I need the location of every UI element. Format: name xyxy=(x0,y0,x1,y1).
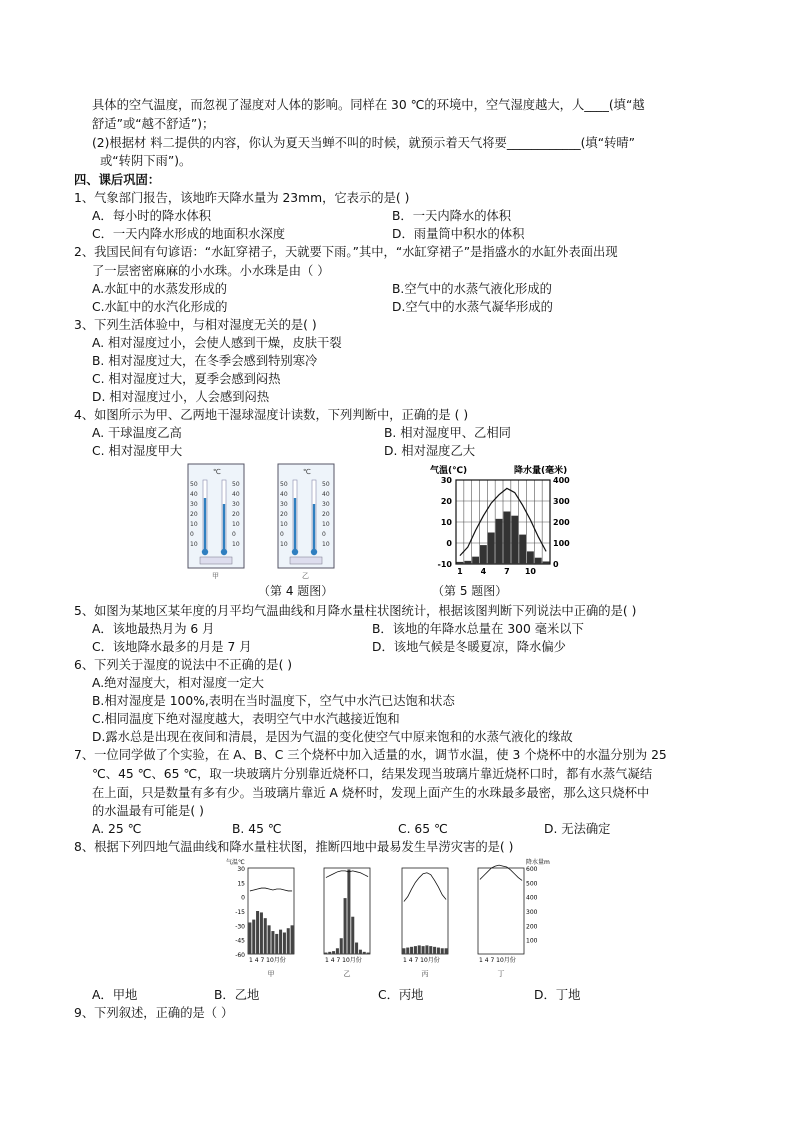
tick-label: 30 xyxy=(280,501,288,508)
precip-bar xyxy=(441,948,444,954)
q8-option-a[interactable]: A．甲地 xyxy=(92,988,138,1002)
q3-option-b[interactable]: B. 相对湿度过大，在冬季会感到特别寒冷 xyxy=(92,354,318,368)
precip-bar xyxy=(328,952,331,954)
month-tick-label: 10 xyxy=(524,567,536,576)
right-tick-label: 0 xyxy=(553,560,559,569)
section-title: 四、课后巩固： xyxy=(74,173,161,187)
tick-label: 20 xyxy=(280,511,288,518)
q6-option-d[interactable]: D.露水总是出现在夜间和清晨，是因为气温的变化使空气中原来饱和的水蒸气液化的缘故 xyxy=(92,730,573,744)
precip-bar xyxy=(359,950,362,954)
precip-bar xyxy=(429,946,432,954)
left-axis-title: 气温℃ xyxy=(226,859,245,866)
q7-option-a[interactable]: A. 25 ℃ xyxy=(92,822,142,836)
precip-bar xyxy=(363,952,366,954)
tick-label: 0 xyxy=(280,531,284,538)
left-tick-label: 10 xyxy=(440,518,452,527)
tick-label: 40 xyxy=(190,491,198,498)
tick-label: 50 xyxy=(190,481,198,488)
panel-name: 丙 xyxy=(421,970,429,978)
precip-bar xyxy=(464,561,471,564)
q1-option-c[interactable]: C．一天内降水形成的地面积水深度 xyxy=(92,227,286,241)
q6-stem: 6、下列关于湿度的说法中不正确的是( ) xyxy=(74,658,293,672)
precip-bar xyxy=(543,561,550,564)
q7-stem-3: 在上面，只是数量有多有少。当玻璃片靠近 A 烧杯时，发现上面产生的水珠最多最密，那么这只烧杯中 xyxy=(92,786,650,800)
precip-bar xyxy=(256,911,259,954)
left-tick-label: 0 xyxy=(241,894,245,902)
tick-label: 20 xyxy=(232,511,240,518)
fig8-four-climate-charts xyxy=(226,858,556,982)
left-tick-label: 30 xyxy=(237,866,245,873)
unit-label: ℃ xyxy=(303,468,311,476)
q6-option-c[interactable]: C.相同温度下绝对湿度越大，表明空气中水汽越接近饱和 xyxy=(92,712,400,726)
q5-option-b[interactable]: B．该地的年降水总量在 300 毫米以下 xyxy=(372,622,584,636)
tick-label: 10 xyxy=(190,541,198,548)
tick-label: 10 xyxy=(232,541,240,548)
month-axis-label: 1 4 7 10月份 xyxy=(479,957,516,964)
panel-name: 乙 xyxy=(343,970,351,978)
mercury-column xyxy=(204,498,206,550)
left-tick-label: -60 xyxy=(235,952,245,959)
thermometer-bulb xyxy=(292,549,298,555)
tick-label: 30 xyxy=(232,501,240,508)
wet-bulb-reservoir xyxy=(290,557,322,564)
left-tick-label: 0 xyxy=(446,539,452,548)
precip-bar xyxy=(367,953,370,954)
thermometer-bulb xyxy=(202,549,208,555)
tick-label: 10 xyxy=(190,521,198,528)
q7-option-b[interactable]: B. 45 ℃ xyxy=(232,822,282,836)
precip-bar xyxy=(291,925,294,954)
q5-stem: 5、如图为某地区某年度的月平均气温曲线和月降水量柱状图统计，根据该图判断下列说法中正确的是( ) xyxy=(74,604,637,618)
wet-bulb-reservoir xyxy=(200,557,232,564)
precip-bar xyxy=(425,945,428,954)
mercury-column xyxy=(223,504,225,550)
precip-bar xyxy=(437,948,440,954)
precip-bar xyxy=(418,945,421,954)
tick-label: 10 xyxy=(280,541,288,548)
mercury-column xyxy=(313,504,315,550)
tick-label: 40 xyxy=(232,491,240,498)
right-tick-label: 200 xyxy=(526,923,538,931)
q1-option-a[interactable]: A．每小时的降水体积 xyxy=(92,209,212,223)
left-tick-label: -45 xyxy=(235,937,245,945)
tick-label: 0 xyxy=(190,531,194,538)
month-axis-label: 1 4 7 10月份 xyxy=(403,957,440,964)
precip-bar xyxy=(275,934,278,954)
tick-label: 20 xyxy=(190,511,198,518)
right-axis-title: 降水量m xyxy=(526,859,550,866)
panel-frame xyxy=(478,868,524,954)
q7-option-c[interactable]: C. 65 ℃ xyxy=(398,822,448,836)
precip-bar xyxy=(457,562,464,564)
precip-bar xyxy=(355,943,358,954)
thermometer-bulb xyxy=(311,549,317,555)
tick-label: 10 xyxy=(232,521,240,528)
fig5-climate-chart xyxy=(428,462,586,580)
precip-bar xyxy=(422,946,425,954)
q5-option-a[interactable]: A．该地最热月为 6 月 xyxy=(92,622,215,636)
q3-option-a[interactable]: A. 相对湿度过小，会使人感到干燥，皮肤干裂 xyxy=(92,336,342,350)
precip-bar xyxy=(527,551,534,564)
q8-stem: 8、根据下列四地气温曲线和降水量柱状图，推断四地中最易发生旱涝灾害的是( ) xyxy=(74,840,514,854)
left-tick-label: -15 xyxy=(235,909,245,916)
tick-label: 10 xyxy=(322,521,330,528)
tick-label: 40 xyxy=(280,491,288,498)
tick-label: 10 xyxy=(280,521,288,528)
month-tick-label: 7 xyxy=(504,567,510,576)
thermometer-bulb xyxy=(221,549,227,555)
q3-option-c[interactable]: C. 相对湿度过大，夏季会感到闷热 xyxy=(92,372,281,386)
tick-label: 50 xyxy=(232,481,240,488)
q4-option-c[interactable]: C. 相对湿度甲大 xyxy=(92,444,183,458)
location-label: 乙 xyxy=(302,572,309,580)
q6-option-b[interactable]: B.相对湿度是 100%,表明在当时温度下，空气中水汽已达饱和状态 xyxy=(92,694,455,708)
q6-option-a[interactable]: A.绝对湿度大，相对湿度一定大 xyxy=(92,676,264,690)
right-tick-label: 100 xyxy=(526,937,538,945)
precip-bar xyxy=(488,533,495,565)
precip-bar xyxy=(264,918,267,954)
precip-bar xyxy=(324,953,327,954)
month-axis-label: 1 4 7 10月份 xyxy=(325,957,362,964)
q1-stem: 1、气象部门报告，该地昨天降水量为 23mm，它表示的是( ) xyxy=(74,191,410,205)
precip-bar xyxy=(480,545,487,564)
precip-bar xyxy=(252,920,255,954)
panel-frame xyxy=(402,868,448,954)
q8-option-c[interactable]: C．丙地 xyxy=(378,988,424,1002)
q2-stem-1: 2、我国民间有句谚语：“水缸穿裙子，天就要下雨。”其中，“水缸穿裙子”是指盛水的水缸外表面出现 xyxy=(74,245,618,259)
tick-label: 10 xyxy=(322,541,330,548)
left-tick-label: 15 xyxy=(237,880,245,888)
mercury-column xyxy=(294,498,296,550)
right-tick-label: 300 xyxy=(526,909,538,916)
q7-stem-1: 7、一位同学做了个实验，在 A、B、C 三个烧杯中加入适量的水，调节水温，使 3 个烧杯中的水温分别为 25 xyxy=(74,748,667,762)
q2-stem-2: 了一层密密麻麻的小水珠。小水珠是由（ ） xyxy=(92,264,330,278)
precip-bar xyxy=(268,925,271,954)
q9-stem: 9、下列叙述，正确的是（ ） xyxy=(74,1006,234,1020)
precip-bar xyxy=(472,557,479,564)
fig5-caption: （第 5 题图） xyxy=(432,584,508,598)
tick-label: 0 xyxy=(322,531,326,538)
precip-bar xyxy=(344,898,347,954)
intro-line-2: 舒适”或“越不舒适”)； xyxy=(92,117,215,131)
q4-option-b[interactable]: B. 相对湿度甲、乙相同 xyxy=(384,426,511,440)
q8-option-b[interactable]: B．乙地 xyxy=(214,988,260,1002)
q7-option-d[interactable]: D. 无法确定 xyxy=(544,822,611,836)
tick-label: 0 xyxy=(232,531,236,538)
q3-option-d[interactable]: D. 相对湿度过小，人会感到闷热 xyxy=(92,390,270,404)
right-tick-label: 500 xyxy=(526,880,538,888)
fig4-hygrometers xyxy=(186,462,336,580)
q2-option-a[interactable]: A.水缸中的水蒸发形成的 xyxy=(92,282,228,296)
tick-label: 30 xyxy=(322,501,330,508)
precip-bar xyxy=(248,922,251,954)
panel-frame xyxy=(324,868,370,954)
intro-line-4: 或“转阴下雨”)。 xyxy=(100,154,192,168)
intro-line-1: 具体的空气温度，而忽视了湿度对人体的影响。同样在 30 ℃的环境中，空气湿度越大，人____(填“越 xyxy=(92,98,645,112)
precip-bar xyxy=(347,869,350,954)
q5-option-d[interactable]: D．该地气候是冬暖夏凉，降水偏少 xyxy=(372,640,566,654)
tick-label: 30 xyxy=(190,501,198,508)
q1-option-b[interactable]: B．一天内降水的体积 xyxy=(392,209,512,223)
right-tick-label: 400 xyxy=(553,476,570,485)
precip-bar xyxy=(260,912,263,954)
precip-bar xyxy=(414,946,417,954)
left-axis-title: 气温(℃) xyxy=(430,466,468,476)
q7-stem-2: ℃、45 ℃、65 ℃，取一块玻璃片分别靠近烧杯口，结果发现当玻璃片靠近烧杯口时，都有水蒸气凝结 xyxy=(92,767,653,781)
q5-option-c[interactable]: C．该地降水最多的月是 7 月 xyxy=(92,640,252,654)
precip-bar xyxy=(283,933,286,955)
fig4-caption: （第 4 题图） xyxy=(258,584,334,598)
precip-bar xyxy=(332,951,335,954)
tick-label: 40 xyxy=(322,491,330,498)
precip-bar xyxy=(287,928,290,954)
month-tick-label: 4 xyxy=(480,567,487,576)
right-tick-label: 200 xyxy=(553,518,570,527)
month-axis-label: 1 4 7 10月份 xyxy=(249,957,286,964)
precip-bar xyxy=(402,948,405,954)
q2-option-c[interactable]: C.水缸中的水汽化形成的 xyxy=(92,300,228,314)
left-tick-label: -10 xyxy=(437,560,452,569)
right-tick-label: 300 xyxy=(553,497,570,506)
q3-stem: 3、下列生活体验中，与相对湿度无关的是( ) xyxy=(74,318,317,332)
precip-bar xyxy=(445,948,448,954)
intro-line-3: (2)根据材 料二提供的内容，你认为夏天当蝉不叫的时候，就预示着天气将要____________(填“转晴” xyxy=(92,136,636,150)
precip-bar xyxy=(410,947,413,954)
q8-option-d[interactable]: D．丁地 xyxy=(534,988,581,1002)
precip-bar xyxy=(336,948,339,954)
location-label: 甲 xyxy=(212,572,219,580)
left-tick-label: 30 xyxy=(440,476,452,485)
precip-bar xyxy=(433,947,436,954)
right-axis-title: 降水量(毫米) xyxy=(514,466,568,476)
q4-option-a[interactable]: A. 干球温度乙高 xyxy=(92,426,182,440)
tick-label: 50 xyxy=(322,481,330,488)
q7-stem-4: 的水温最有可能是( ) xyxy=(92,804,204,818)
panel-name: 丁 xyxy=(497,970,505,978)
tick-label: 50 xyxy=(280,481,288,488)
q2-option-b[interactable]: B.空气中的水蒸气液化形成的 xyxy=(392,282,552,296)
right-tick-label: 100 xyxy=(553,539,570,548)
precip-bar xyxy=(406,948,409,954)
q4-stem: 4、如图所示为甲、乙两地干湿球湿度计读数，下列判断中，正确的是 ( ) xyxy=(74,408,469,422)
q2-option-d[interactable]: D.空气中的水蒸气凝华形成的 xyxy=(392,300,553,314)
panel-name: 甲 xyxy=(267,970,275,978)
precip-bar xyxy=(496,519,503,564)
precip-bar xyxy=(511,516,518,564)
left-tick-label: -30 xyxy=(235,923,245,931)
precip-bar xyxy=(271,931,274,954)
left-tick-label: 20 xyxy=(440,497,452,506)
q1-option-d[interactable]: D．雨量筒中积水的体积 xyxy=(392,227,525,241)
precip-bar xyxy=(340,938,343,954)
precip-bar xyxy=(519,535,526,564)
precip-bar xyxy=(351,917,354,954)
precip-bar xyxy=(504,512,511,565)
precip-bar xyxy=(279,930,282,954)
right-tick-label: 400 xyxy=(526,894,538,902)
unit-label: ℃ xyxy=(213,468,221,476)
q4-option-d[interactable]: D. 相对湿度乙大 xyxy=(384,444,476,458)
tick-label: 20 xyxy=(322,511,330,518)
precip-bar xyxy=(535,558,542,564)
month-tick-label: 1 xyxy=(457,567,463,576)
right-tick-label: 600 xyxy=(526,866,538,873)
